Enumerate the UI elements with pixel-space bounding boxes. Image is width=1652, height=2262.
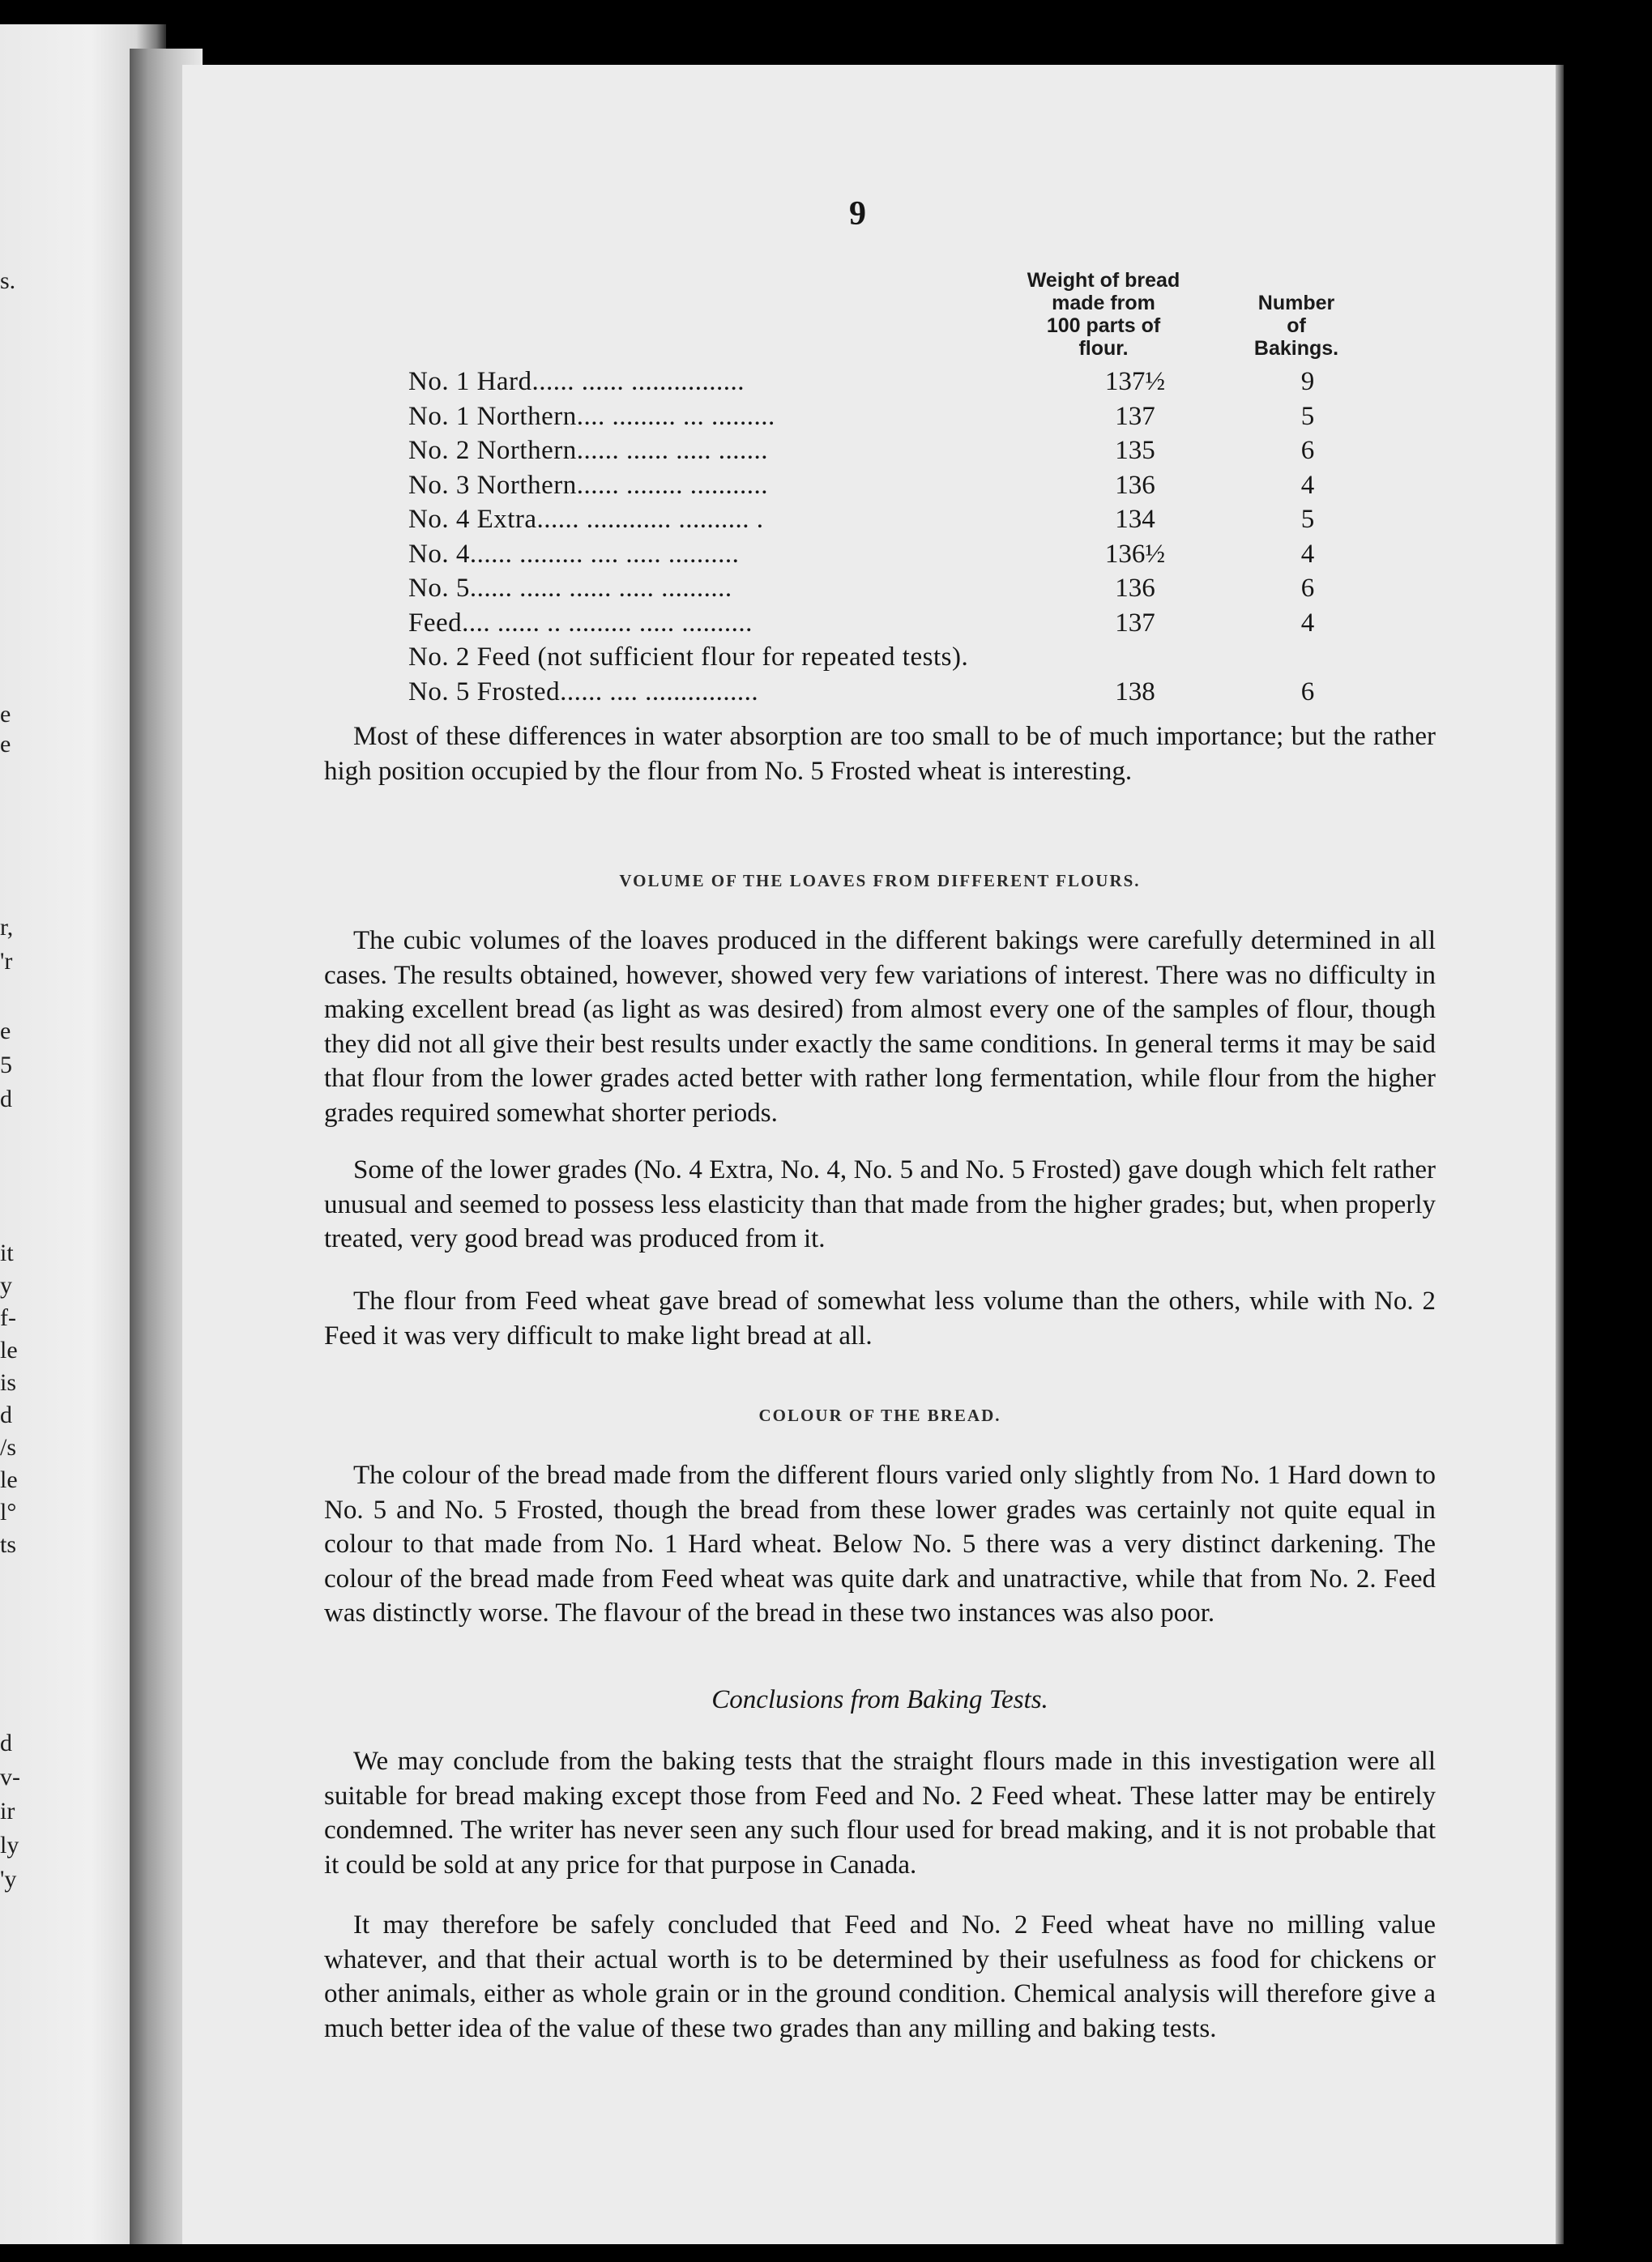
paragraph-lower-grades: Some of the lower grades (No. 4 Extra, No. 4, No. 5 and No. 5 Frosted) gave dough which felt rather unusual and seemed to possess less elasticity than that made from the higher grades; but, when properly treated, very good bread was produced from it.	[324, 1155, 1436, 1253]
left-fragment: le	[0, 1466, 18, 1493]
row-grade: No. 4 Extra...... ............ .......... .	[408, 505, 764, 534]
row-weight: 134	[1115, 505, 1155, 534]
row-grade: No. 5...... ...... ...... ..... ..........	[408, 574, 732, 603]
left-fragment: le	[0, 1337, 18, 1364]
page-edge	[1556, 65, 1564, 2244]
row-bakings: 4	[1300, 470, 1315, 500]
table-row	[408, 365, 1381, 399]
table-row	[408, 675, 1381, 710]
table-row	[408, 571, 1381, 606]
row-bakings: 9	[1300, 367, 1315, 396]
row-grade: No. 3 Northern...... ........ ...........	[408, 470, 768, 500]
row-bakings: 5	[1300, 505, 1315, 534]
table-row	[408, 502, 1381, 537]
table-row	[408, 640, 1381, 675]
row-grade: Feed.... ...... .. ......... ..... ..........	[408, 608, 753, 638]
section-heading-conclusions: Conclusions from Baking Tests.	[711, 1685, 1048, 1714]
section-heading-volume: VOLUME OF THE LOAVES FROM DIFFERENT FLOURS.	[619, 871, 1141, 890]
page-number: 9	[849, 195, 866, 233]
paragraph-feed-wheat: The flour from Feed wheat gave bread of somewhat less volume than the others, while with No. 2 Feed it was very difficult to make light bread at all.	[324, 1287, 1436, 1351]
paragraph-conclusion-flours: We may conclude from the baking tests that the straight flours made in this investigation were all suitable for bread making except those from Feed and No. 2 Feed wheat. These latter may be entirely condemned. The writer has never seen any such flour used for bread making, and it is not probable that it could be sold at any price for that purpose in Canada.	[324, 1747, 1436, 1880]
paragraph-colour: The colour of the bread made from the different flours varied only slightly from No. 1 Hard down to No. 5 and No. 5 Frosted, though the bread from these lower grades was certainly not quite equal in colour to that made from No. 1 Hard wheat. Below No. 5 there was a very distinct darkening. The colour of the bread made from Feed wheat was quite dark and unatractive, while that from No. 2. Feed was distinctly worse. The flavour of the bread in these two instances was also poor.	[324, 1461, 1436, 1628]
row-bakings: 4	[1300, 608, 1315, 638]
left-fragment: e	[0, 731, 11, 758]
left-fragment: is	[0, 1369, 17, 1396]
left-fragment: /s	[0, 1434, 17, 1461]
left-fragment: y	[0, 1272, 12, 1299]
left-fragment: e	[0, 701, 11, 728]
baking-results-table	[408, 365, 1381, 709]
left-fragment: 'y	[0, 1866, 17, 1893]
left-fragment: ts	[0, 1531, 17, 1558]
row-grade: No. 2 Northern...... ...... ..... .......	[408, 436, 768, 465]
left-fragment: ly	[0, 1832, 19, 1859]
row-grade: No. 1 Hard...... ...... ................	[408, 367, 745, 396]
left-fragment: v-	[0, 1764, 20, 1790]
row-grade: No. 5 Frosted...... .... ................	[408, 676, 759, 706]
left-fragment: d	[0, 1730, 12, 1756]
left-fragment: f-	[0, 1304, 16, 1331]
table-row	[408, 537, 1381, 572]
row-weight: 138	[1115, 676, 1155, 706]
left-fragment: 5	[0, 1052, 12, 1078]
left-fragment: l°	[0, 1499, 17, 1526]
row-weight: 136½	[1104, 539, 1166, 569]
section-heading-colour: COLOUR OF THE BREAD.	[758, 1406, 1001, 1425]
row-weight: 135	[1115, 436, 1155, 465]
row-grade: No. 1 Northern.... ......... ... .........	[408, 401, 775, 431]
row-bakings: 6	[1300, 676, 1315, 706]
left-fragment: ir	[0, 1798, 15, 1825]
row-bakings: 4	[1300, 539, 1315, 569]
left-fragment: 'r	[0, 948, 13, 975]
row-grade: No. 2 Feed (not sufficient flour for repeated tests).	[408, 642, 969, 672]
paragraph-water-absorption: Most of these differences in water absorption are too small to be of much importance; but the rather high position occupied by the flour from No. 5 Frosted wheat is interesting.	[324, 722, 1436, 786]
row-weight: 136	[1115, 470, 1155, 500]
left-fragment: e	[0, 1018, 11, 1044]
paragraph-volume: The cubic volumes of the loaves produced in the different bakings were carefully determined in all cases. The results obtained, however, showed very few variations of interest. There was no difficulty in making excellent bread (as light as was desired) from almost every one of the samples of flour, though they did not all give their best results under exactly the same conditions. In general terms it may be said that flour from the lower grades acted better with rather long fermentation, while flour from the higher grades required somewhat shorter periods.	[324, 926, 1436, 1128]
row-bakings: 5	[1300, 401, 1315, 431]
left-fragment: it	[0, 1240, 14, 1266]
table-row	[408, 468, 1381, 503]
left-fragment: s.	[0, 267, 16, 294]
left-fragment: d	[0, 1402, 12, 1428]
row-bakings: 6	[1300, 436, 1315, 465]
row-weight: 136	[1115, 574, 1155, 603]
row-bakings: 6	[1300, 574, 1315, 603]
column-header-weight: Weight of bread made from 100 parts of flour.	[1027, 269, 1180, 360]
table-row	[408, 606, 1381, 641]
left-fragment: d	[0, 1086, 12, 1112]
paragraph-conclusion-feed: It may therefore be safely concluded that Feed and No. 2 Feed wheat have no milling value whatever, and that their actual worth is to be determined by their usefulness as food for chickens or other animals, either as whole grain or in the ground condition. Chemical analysis will therefore give a much better idea of the value of these two grades than any milling and baking tests.	[324, 1910, 1436, 2043]
table-row	[408, 433, 1381, 468]
column-header-bakings: Number of Bakings.	[1253, 292, 1339, 360]
row-grade: No. 4...... ......... .... ..... ..........	[408, 539, 740, 569]
table-row	[408, 399, 1381, 434]
left-fragment: r,	[0, 914, 14, 941]
row-weight: 137	[1115, 608, 1155, 638]
row-weight: 137	[1115, 401, 1155, 431]
row-weight: 137½	[1104, 367, 1166, 396]
